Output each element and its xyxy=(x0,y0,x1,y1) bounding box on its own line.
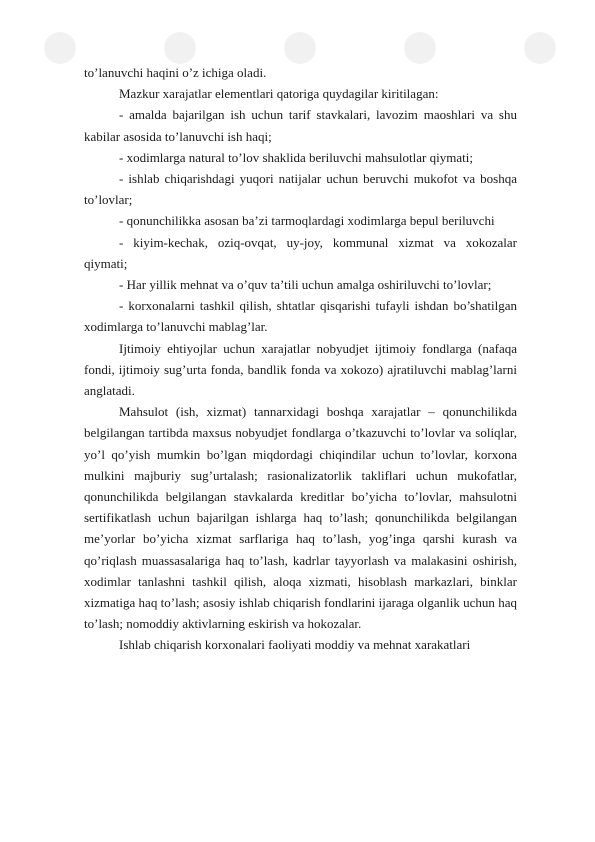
list-item-natural-payment: - xodimlarga natural to’lov shaklida beriluvchi mahsulotlar qiymati; xyxy=(119,149,473,165)
body-text xyxy=(84,62,517,656)
paragraph-intro: Mazkur xarajatlar elementlari qatoriga quydagilar kiritilagan: xyxy=(119,86,439,102)
list-item-severance: - korxonalarni tashkil qilish, shtatlar qisqarishi tufayli ishdan bo’shatilgan xodimlarga to’lanuvchi mablag’lar. xyxy=(84,298,517,335)
paragraph-social-needs: Ijtimoiy ehtiyojlar uchun xarajatlar nobyudjet ijtimoiy fondlarga (nafaqa fondi, ijtimoiy sug’urta fonda, bandlik fonda va xokozo) ajratiluvchi mablag’larni anglatadi. xyxy=(84,340,517,399)
list-item-free-provision: - qonunchilikka asosan ba’zi tarmoqlardagi xodimlarga bepul beriluvchi xyxy=(119,213,495,229)
paragraph-continuation: to’lanuvchi haqini o’z ichiga oladi. xyxy=(84,65,267,80)
paragraph-production: Ishlab chiqarish korxonalari faoliyati moddiy va mehnat xarakatlari xyxy=(119,637,471,653)
list-item-wages: - amalda bajarilgan ish uchun tarif stavkalari, lavozim maoshlari va shu kabilar asosida to’lanuvchi ish haqi; xyxy=(84,107,517,144)
list-item-clothing-food: - kiyim-kechak, oziq-ovqat, uy-joy, kommunal xizmat va xokozalar qiymati; xyxy=(84,234,517,271)
list-item-leave-payments: - Har yillik mehnat va o’quv ta’tili uchun amalga oshiriluvchi to’lovlar; xyxy=(119,277,492,293)
list-item-bonuses: - ishlab chiqarishdagi yuqori natijalar uchun beruvchi mukofot va boshqa to’lovlar; xyxy=(84,171,517,208)
paragraph-other-expenses: Mahsulot (ish, xizmat) tannarxidagi boshqa xarajatlar – qonunchilikda belgilangan tartibda maxsus nobyudjet fondlarga o’tkazuvchi to’lovlar va soliqlar, yo’l qo’yish mumkin bo’lgan miqdordagi chiqindilar uchun to’lovlar, korxona mulkini majburiy sug’urtalash; rasionalizatorlik takliflari uchun mukofatlar, qonunchilikda belgilangan stavkalarda kreditlar bo’yicha to’lovlar, mahsulotni sertifikatlash uchun bajarilgan ishlarga haq to’lash; qonunchilikda belgilangan me’yorlar bo’yicha xizmat sarflariga haq to’lash, yog’inga qarshi kurash va qo’riqlash muassasalariga haq to’lash, kadrlar tayyorlash va malakasini oshirish, xodimlar tanlashni tashkil qilish, aloqa xizmati, hisoblash markazlari, binklar xizmatiga haq to’lash; asosiy ishlab chiqarish fondlarini ijaraga olganlik uchun haq to’lash; nomoddiy aktivlarning eskirish va hokozalar. xyxy=(84,404,517,632)
